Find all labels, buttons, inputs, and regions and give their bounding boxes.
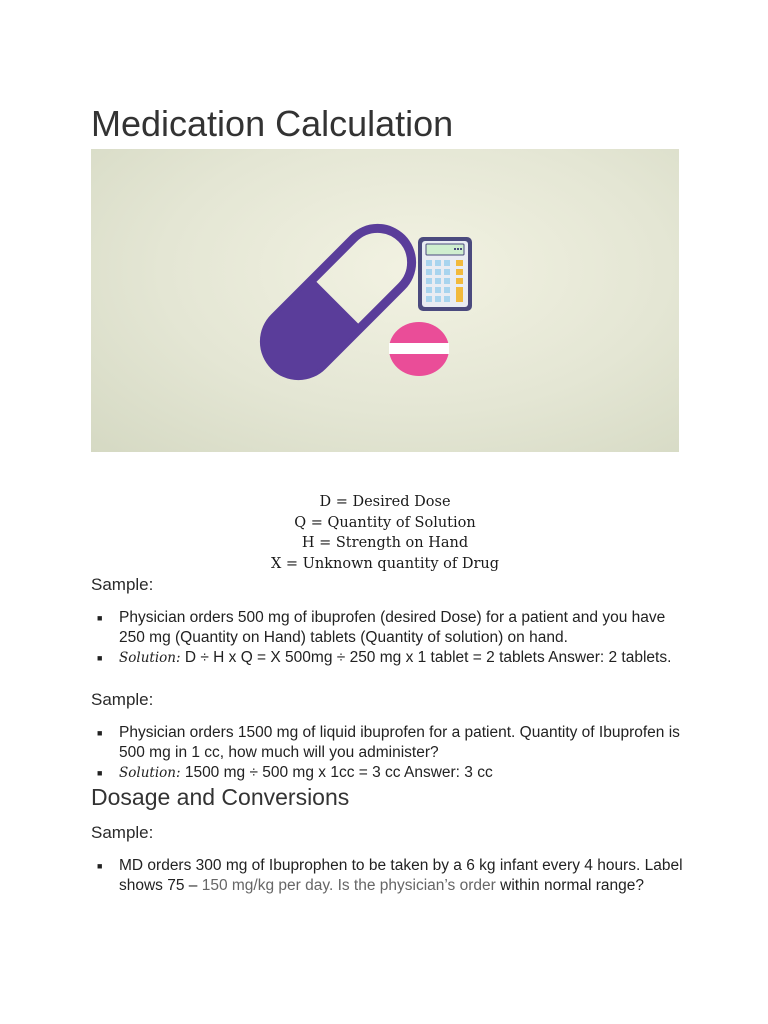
page-title: Medication Calculation — [91, 103, 454, 144]
bullet-icon: ■ — [97, 768, 103, 778]
list-item-text-muted: 150 mg/kg per day. Is the physician’s order — [201, 877, 496, 894]
solution-text: D ÷ H x Q = X 500mg ÷ 250 mg x 1 tablet = 2 tablets Answer: 2 tablets. — [180, 649, 672, 666]
bullet-icon: ■ — [97, 728, 103, 738]
hero-image — [91, 149, 679, 452]
solution-label: Solution: — [119, 765, 181, 781]
sample-list — [91, 723, 691, 783]
tablet-icon — [389, 322, 449, 376]
definition-line: X = Unknown quantity of Drug — [270, 555, 500, 572]
bullet-icon: ■ — [97, 861, 103, 871]
bullet-icon: ■ — [97, 613, 103, 623]
variable-definitions — [91, 492, 679, 574]
list-item-text: MD orders 300 mg of Ibuprophen to be taken by a 6 kg infant every 4 hours. Label shows 75 – — [119, 857, 683, 894]
list-item — [91, 723, 691, 763]
list-item — [91, 763, 691, 783]
sample-label: Sample: — [91, 690, 154, 709]
sample-list — [91, 856, 691, 896]
list-item-text: Physician orders 500 mg of ibuprofen (desired Dose) for a patient and you have 250 mg (Quantity on Hand) tablets (Quantity of solution) on hand. — [119, 609, 666, 646]
solution-text: 1500 mg ÷ 500 mg x 1cc = 3 cc Answer: 3 cc — [180, 764, 493, 781]
sample-label: Sample: — [91, 575, 154, 594]
list-item — [91, 648, 691, 668]
calculator-icon — [418, 237, 472, 311]
sample-label: Sample: — [91, 823, 154, 842]
bullet-icon: ■ — [97, 653, 103, 663]
definition-line: Q = Quantity of Solution — [294, 514, 476, 531]
definition-line: H = Strength on Hand — [301, 535, 469, 551]
list-item — [91, 608, 691, 648]
definition-line: D = Desired Dose — [319, 494, 451, 510]
sample-list — [91, 608, 691, 668]
list-item-text-end: within normal range? — [495, 877, 645, 894]
solution-label: Solution: — [119, 650, 181, 666]
list-item — [91, 856, 691, 896]
hero-illustration — [91, 149, 679, 452]
section-heading: Dosage and Conversions — [91, 784, 350, 810]
list-item-text: Physician orders 1500 mg of liquid ibuprofen for a patient. Quantity of Ibuprofen is 500 mg in 1 cc, how much will you administer? — [119, 724, 680, 761]
